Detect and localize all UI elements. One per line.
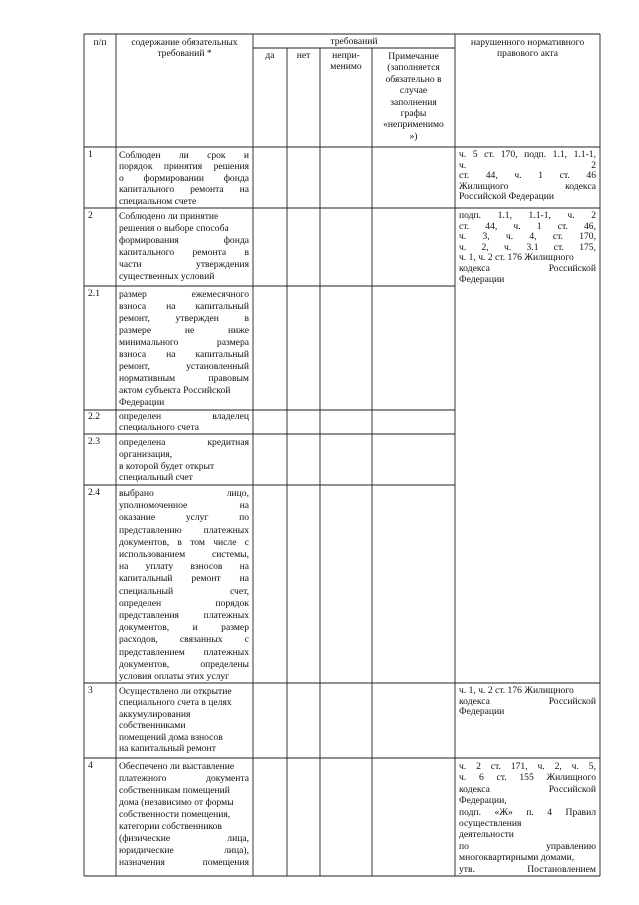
row-number-text: 2.1	[88, 288, 100, 299]
row-content-line: собственниками	[119, 720, 186, 732]
row-number	[88, 437, 100, 448]
row-number-text: 1	[88, 149, 93, 160]
row-content-line: капитальный ремонт на	[119, 573, 249, 585]
header-note-line: »)	[409, 130, 418, 142]
row-act-line: ч. 2 ст. 171, ч. 2, ч. 5,	[459, 761, 596, 772]
row-content-line: специального счета в целях	[119, 697, 232, 709]
header-note-line: «неприменимо	[383, 119, 444, 131]
row-content-line: назначения помещения	[119, 857, 249, 868]
row-content-line: аккумулирования	[119, 708, 191, 720]
row-content-line: специальном счете	[119, 195, 197, 207]
row-content-line: определена кредитная	[119, 437, 249, 448]
header-requirements	[253, 37, 455, 48]
header-yes-text: да	[265, 50, 275, 61]
row-content	[119, 761, 249, 869]
row-content-line: капитального ремонта в	[119, 247, 249, 258]
header-note-line: Примечание	[388, 51, 439, 62]
header-na-line: менимо	[330, 60, 362, 72]
row-content-line: в которой будет открыт	[119, 460, 215, 472]
header-yes	[253, 51, 287, 62]
row-act-line: ч. 6 ст. 155 Жилищного	[459, 772, 596, 784]
row-content-line: на уплату взносов на	[119, 561, 249, 573]
header-content-line: содержание обязательных	[131, 37, 238, 48]
row-content	[119, 211, 249, 283]
row-content-line: размер ежемесячного	[119, 289, 249, 300]
row-number-text: 2	[88, 210, 93, 221]
header-no-text: нет	[296, 50, 311, 61]
row-act-line: ч. 2	[459, 159, 596, 171]
row-content-line: на капитальный ремонт	[119, 743, 216, 755]
row-content-line: расходов, связанных с	[119, 634, 249, 646]
row-act-line: ч. 5 ст. 170, подп. 1.1, 1.1-1,	[459, 149, 596, 160]
row-content-line: специальный счет	[119, 472, 193, 484]
row-content-line: порядок принятия решения	[119, 161, 249, 173]
row-number-text: 3	[88, 685, 93, 696]
row-content-line: документов, в том числе с	[119, 536, 249, 548]
row-number-text: 2.2	[88, 411, 100, 422]
row-content-line: специального счета	[119, 421, 199, 433]
row-content-line: определен порядок	[119, 597, 249, 609]
header-pp-text: п/п	[93, 37, 107, 48]
row-content-line: дома (независимо от формы	[119, 797, 234, 808]
row-content-line: специальный счет,	[119, 585, 249, 597]
row-content	[119, 488, 249, 683]
row-content-line: Обеспечено ли выставление	[119, 761, 235, 772]
row-content-line: условия оплаты этих услуг	[119, 671, 230, 683]
row-act	[459, 761, 596, 875]
row-act-line: ч. 3, ч. 4, ст. 170,	[459, 231, 596, 243]
row-content-line: уполномоченное на	[119, 500, 249, 512]
row-content-line: ремонт, установленный	[119, 361, 249, 372]
row-act-line: ч. 2, ч. 3.1 ст. 175,	[459, 241, 596, 253]
row-content-line: актом субъекта Российской	[119, 385, 231, 396]
row-act-line: Федерации	[459, 273, 505, 285]
row-act-line: подп. «Ж» п. 4 Правил	[459, 806, 596, 818]
row-content-line: о формировании фонда	[119, 172, 249, 184]
row-content-line: собственности помещения,	[119, 809, 231, 820]
header-note-line: обязательно в	[385, 73, 442, 85]
header-no	[287, 51, 320, 62]
row-act-line: Федерации	[459, 706, 505, 718]
row-content-line: оказание услуг по	[119, 512, 249, 524]
row-content-line: юридические лица),	[119, 845, 249, 856]
row-content-line: документов, и размер	[119, 622, 249, 634]
row-content-line: (физические лица,	[119, 833, 249, 844]
row-act-line: ст. 44, ч. 1 ст. 46	[459, 170, 596, 182]
row-number	[88, 211, 93, 222]
row-act-line: утв. Постановлением	[459, 863, 596, 875]
row-act-line: Жилищного кодекса	[459, 180, 596, 192]
row-content-line: существенных условий	[119, 271, 215, 282]
row-content-line: собственникам помещений	[119, 785, 230, 796]
row-content-line: использованием системы,	[119, 549, 249, 561]
row-number	[88, 686, 93, 697]
row-act-line: кодекса Российской	[459, 695, 596, 707]
row-content-line: ремонт, утвержден в	[119, 313, 249, 324]
row-content-line: части утверждения	[119, 259, 249, 270]
header-act-line: правового акта	[497, 47, 558, 59]
row-number	[88, 761, 93, 772]
row-content	[119, 686, 249, 754]
row-number	[88, 412, 100, 423]
row-content-line: определен владелец	[119, 411, 249, 422]
row-content	[119, 289, 249, 409]
row-act-line: подп. 1.1, 1.1-1, ч. 2	[459, 210, 596, 221]
row-number	[88, 289, 100, 300]
row-content-line: представлением платежных	[119, 646, 249, 658]
row-content-line: взноса на капитальный	[119, 301, 249, 312]
row-content-line: организация,	[119, 448, 173, 460]
row-content-line: Соблюдено ли принятие	[119, 211, 219, 222]
header-note-line: графы	[400, 108, 427, 120]
header-act-line: нарушенного нормативного	[470, 37, 585, 48]
row-number	[88, 150, 93, 161]
row-content-line: платежного документа	[119, 773, 249, 784]
header-content-line: требований *	[157, 47, 212, 59]
header-na-line: непри-	[332, 50, 360, 61]
row-act	[459, 150, 596, 203]
row-content-line: Соблюден ли срок и	[119, 150, 249, 161]
row-act-line: кодекса Российской	[459, 783, 596, 795]
header-content	[116, 38, 253, 59]
row-content-line: взноса на капитальный	[119, 349, 249, 360]
row-content-line: Осуществлено ли открытие	[119, 686, 232, 697]
row-act	[459, 211, 596, 285]
row-content-line: помещений дома взносов	[119, 731, 223, 743]
row-number	[88, 488, 100, 499]
row-content-line: нормативным правовым	[119, 373, 249, 384]
row-act-line: по управлению	[459, 840, 596, 852]
header-requirements-text: требований	[330, 36, 378, 47]
row-number-text: 2.3	[88, 436, 100, 447]
row-content-line: решения о выборе способа	[119, 223, 229, 234]
row-content-line: формирования фонда	[119, 235, 249, 246]
row-content-line: капитального ремонта на	[119, 184, 249, 196]
row-content-line: категории собственников	[119, 821, 222, 832]
row-content-line: представления платежных	[119, 610, 249, 622]
row-content	[119, 150, 249, 207]
row-content	[119, 437, 249, 484]
row-act-line: кодекса Российской	[459, 262, 596, 274]
row-content-line: размере не ниже	[119, 325, 249, 336]
row-act-line: ч. 1, ч. 2 ст. 176 Жилищного	[459, 685, 574, 696]
row-act-line: ч. 1, ч. 2 ст. 176 Жилищного	[459, 252, 574, 264]
row-content-line: документов, определены	[119, 658, 249, 670]
row-number-text: 2.4	[88, 487, 100, 498]
header-note-line: (заполняется	[387, 62, 440, 74]
row-content-line: представлению платежных	[119, 524, 249, 536]
row-act	[459, 686, 596, 718]
row-content-line: выбрано лицо,	[119, 488, 249, 499]
row-act-line: деятельности	[459, 829, 514, 841]
header-pp	[84, 38, 116, 49]
header-note-line: заполнения	[390, 96, 437, 108]
row-content	[119, 412, 249, 433]
row-act-line: ст. 44, ч. 1 ст. 46,	[459, 220, 596, 232]
row-act-line: осуществления	[459, 818, 522, 830]
header-note-line: случае	[399, 85, 428, 97]
header-act	[455, 38, 600, 59]
row-act-line: многоквартирными домами,	[459, 852, 575, 864]
row-act-line: Российской Федерации	[459, 191, 554, 203]
row-number-text: 4	[88, 760, 93, 771]
header-note	[372, 51, 455, 142]
row-content-line: Федерации	[119, 397, 165, 408]
row-content-line: минимального размера	[119, 337, 249, 348]
row-act-line: Федерации,	[459, 795, 507, 807]
header-na	[320, 51, 372, 72]
